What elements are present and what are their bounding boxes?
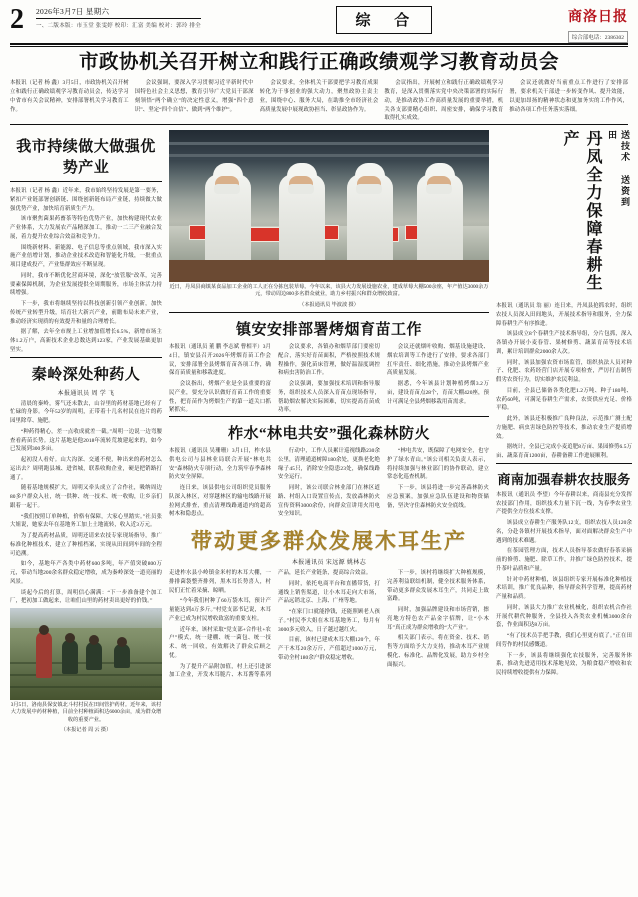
photo-worker bbox=[347, 174, 393, 266]
photo-person bbox=[36, 632, 52, 678]
paragraph: “我们按照订单种植，价格有保障，大家心里踏实。”社员张大姐说，她家去年在基地务工加上土地流转，收入近3万元。 bbox=[10, 513, 162, 529]
lead-paragraph: 会议还就做好当前重点工作进行了安排部署，要求机关干部进一步转变作风、提升效能，以更加昂扬的精神状态和更加务实的工作作风，推动各项工作任务落实落细。 bbox=[509, 80, 628, 113]
main-columns bbox=[10, 130, 632, 737]
feature-banner-headline: 带动更多群众发展木耳生产 bbox=[169, 525, 489, 555]
paragraph: 该县成立8个春耕生产技术指导组，分片包抓，深入各镇办开展小麦春管、果树修剪、蔬菜育苗等技术培训，累计培训群众2000余人次。 bbox=[496, 331, 632, 355]
paragraph: 据悉，今年该县计划种植烤烟3.2万亩，建设育苗点28个，育苗大棚420座，预计可满足全县烤烟移栽用苗需求。 bbox=[387, 381, 489, 405]
paragraph: 同时，我市不断优化营商环境，深化“放管服”改革，完善要素保障机制，为企业发展提供全周期服务，市场主体活力持续增强。 bbox=[10, 272, 162, 297]
masthead-subline: 一、二版本版：市玉堂 张雯婷 校印：汇富 美编 校对：郭玲 排全 bbox=[36, 23, 201, 29]
paragraph: 在茶园管理方面，技术人员指导茶农做好春茶采摘前的修剪、施肥、除草工作，并推广绿色防控技术，提升茶叶品质和产量。 bbox=[496, 548, 632, 572]
photo-field-row bbox=[10, 686, 162, 688]
paragraph: 走进柞水县小岭镇金米村的木耳大棚，一排排菌袋整齐排列，黑木耳长势喜人，村民们正忙着采摘、晾晒。 bbox=[169, 570, 271, 594]
paragraph: 相关部门表示，将在资金、技术、销售等方面给予大力支持，推动木耳产业规模化、标准化、品牌化发展，助力乡村全面振兴。 bbox=[387, 635, 489, 668]
paragraph: 据了解，去年全市规上工业增加值增长6.5%，新增市场主体1.2万户，高新技术企业总数达到123家，产业发展基础更加坚实。 bbox=[10, 329, 162, 353]
paragraph: 围绕新材料、新能源、电子信息等重点领域，我市深入实施产业倍增计划，推动企业技术改造和智能化升级，一批重点项目建成投产，产业集群效应不断显现。 bbox=[10, 244, 162, 269]
paragraph: “林电共安，既保障了电网安全，也守护了绿水青山。”该公司相关负责人表示，将持续加强与林业部门的协作联动，建立常态化巡查机制。 bbox=[387, 448, 489, 481]
photo-worker-mask bbox=[288, 184, 314, 194]
paragraph: 为了提高药材品质，周明还请来农技专家现场指导，推广标准化种植技术，建立了种植档案，实现从田间到车间的全程可追溯。 bbox=[10, 533, 162, 557]
paragraph: “种药得精心，差一点收成就差一截。”周明一边说一边弯腰查看药苗长势。这片基地是他2018年流转荒坡建起来的，如今已发展到300多亩。 bbox=[10, 428, 162, 453]
right-article2-headline: 商南加强春耕农技服务 bbox=[497, 471, 631, 487]
photo-worker-mask bbox=[426, 184, 452, 194]
publication-date: 2026年3月7日 星期六 bbox=[36, 6, 201, 19]
paragraph: 本报讯（通讯员 翁 丽）连日来，丹凤县抢抓农时，组织农技人员深入田间地头，开展技术指导和服务，全力保障春耕生产有序推进。 bbox=[496, 303, 632, 327]
herb-field-photo bbox=[10, 608, 162, 700]
paragraph: 本报讯（记者 杨 鑫）近年来，我市始终坚持发展是第一要务，紧扣产业链部署创新链、围绕创新链布局产业链，持续做大做强优势产业，加快培育新质生产力。 bbox=[10, 188, 162, 212]
masthead-date-block bbox=[36, 6, 201, 29]
paragraph: 本报讯（通讯员 李望）今年春耕以来，商南县充分发挥农技部门作用，组织技术力量下沉一线，为春季农业生产提供全方位技术支撑。 bbox=[496, 491, 632, 516]
right-article1-headline: 丹凤全力保障春耕生产 bbox=[561, 130, 601, 293]
lead-paragraph: 本报讯（记者 杨 鑫）3月5日，市政协机关召开树立和践行正确政绩观学习教育动员会，传达学习中省市有关会议精神，安排部署机关学习教育工作。 bbox=[10, 80, 129, 113]
paragraph: 目前，全县已储备各类化肥1.2万吨、种子180吨、农药60吨，可满足春耕生产需求，农资供应充足、价格平稳。 bbox=[496, 387, 632, 412]
mid-article1-body bbox=[169, 343, 489, 415]
photo-person bbox=[86, 642, 102, 670]
mid-rule-1 bbox=[169, 312, 489, 313]
paragraph: 如今，基地年产各类中药材600多吨，年产值突破800万元，带动当地200余名群众稳定增收，成为秦岭深处一道亮丽的风景。 bbox=[10, 561, 162, 585]
photo-person-head bbox=[117, 637, 127, 647]
paragraph: 下一步，我市将继续坚持以科技创新引领产业创新，加快传统产业转型升级，培育壮大新兴产业，前瞻布局未来产业，推动经济实现质的有效提升和量的合理增长。 bbox=[10, 301, 162, 325]
paragraph: 连日来，该县供电公司组织党员服务队深入林区，对穿越林区的输电线路开展拉网式排查，重点清理线路通道内的超高树木和隐患点。 bbox=[169, 485, 271, 518]
paragraph: 该市聚焦菌果药畜茶等特色优势产业，加快构建现代农业产业体系，大力发展农产品精深加工，推动一二三产业融合发展，着力提升农业综合效益和竞争力。 bbox=[10, 216, 162, 240]
right-rule-1 bbox=[496, 463, 632, 464]
paragraph: 据统计，全县已完成小麦追肥8万亩、果园修剪6.5万亩、蔬菜育苗1200亩，春耕备耕工作进展顺利。 bbox=[496, 444, 632, 460]
left-rule-1 bbox=[10, 181, 162, 182]
paragraph: 下一步，该县将进一步完善森林防火应急预案，加强应急队伍建设和物资储备，坚决守住森林防火安全底线。 bbox=[387, 485, 489, 509]
masthead bbox=[10, 6, 628, 40]
paragraph: “在家门口就能挣钱，还能照顾老人孩子。”村民李大姐在木耳基地务工，每月有3000多元收入，日子越过越红火。 bbox=[278, 609, 380, 633]
paragraph: 近年来，该村采取“党支部+合作社+农户”模式，统一建棚、统一菌包、统一技术、统一回收，有效解决了群众后顾之忧。 bbox=[169, 626, 271, 659]
mid-article2-headline: 柞水“林电共安”强化森林防火 bbox=[227, 426, 430, 443]
mid-rule-2 bbox=[169, 416, 489, 417]
left-article2-byline: 本报通讯员 周 学 飞 bbox=[57, 390, 115, 397]
right-article2-body bbox=[496, 491, 632, 678]
left-article2-headline: 秦岭深处种药人 bbox=[31, 366, 141, 383]
paragraph: 起初没人看好。山大沟深、交通不便，种出来的药材怎么运出去？周明跑县城、进省城，联系收购企业，硬是把销路打通了。 bbox=[10, 457, 162, 481]
left-photo-caption: 3月5日，洛南县保安镇北斗村村民在田间管护药材。近年来，该村大力发展中药材种植，目前全村种植面积达6000余亩，成为群众增收的重要产业。 bbox=[10, 702, 162, 723]
mid-photo-credit: （本报通讯员 毕波波 摄） bbox=[299, 301, 359, 308]
paragraph: 同时，依托电商平台和直播带货，打通线上销售渠道，让小木耳走向大市场，产品远销北京、上海、广州等地。 bbox=[278, 580, 380, 605]
photo-beam bbox=[169, 142, 489, 145]
right-article1-body bbox=[496, 302, 632, 461]
mid-photo-caption: 近日，丹凤县商镇某食品加工企业的工人正在分拣包装草莓。今年以来，该县大力发展设施农业，建成草莓大棚500余座，年产值达3000余万元，带动周边800多名群众就业，助力乡村振兴和群众增收致富。 bbox=[169, 284, 489, 298]
photo-foreground bbox=[169, 260, 489, 282]
paragraph: 随着基地规模扩大，周明又牵头成立了合作社，吸纳周边80多户群众入社，统一供种、统一技术、统一收购，让乡亲们跟着一起干。 bbox=[10, 485, 162, 509]
feature-banner-body bbox=[169, 569, 489, 680]
right-article1-kicker: 送技术 送资到田 bbox=[607, 130, 630, 209]
photo-person-head bbox=[89, 635, 99, 645]
column-right bbox=[496, 130, 632, 737]
paragraph: 针对中药材种植，该县组织专家开展标准化种植技术培训，推广优良品种，指导群众科学管理，提高药材产量和品质。 bbox=[496, 576, 632, 601]
paragraph: 目前，该村已建成木耳大棚120个，年产干木耳20余万斤，产值超过1000万元，带动全村180余户群众稳定增收。 bbox=[278, 637, 380, 661]
photo-field-row bbox=[10, 674, 162, 676]
mid-article1-headline: 镇安安排部署烤烟育苗工作 bbox=[235, 322, 422, 339]
photo-person-head bbox=[39, 625, 49, 635]
paragraph: 本报讯（通讯员 吴珊珊）3月1日，柞水县供电公司与县林业局联合开展“林电共安”森林防火专项行动，全力筑牢春季森林防火安全屏障。 bbox=[169, 448, 271, 481]
strawberry-packing-photo bbox=[169, 130, 489, 282]
photo-worker-mask bbox=[356, 184, 382, 194]
photo-person bbox=[62, 640, 78, 674]
lead-paragraph: 会议指出，开展树立和践行正确政绩观学习教育，是深入贯彻落实党中央决策部署的实际行动，是推动政协工作高质量发展的重要举措，机关各支部要精心组织、周密安排，确保学习教育取得扎实成效。 bbox=[384, 80, 504, 122]
paragraph: 同时，加强品牌建设和市场营销，擦亮地方特色农产品金字招牌，让“小木耳”真正成为群众增收的“大产业”。 bbox=[387, 607, 489, 631]
paragraph: 此外，该县还积极推广良种良法，示范推广测土配方施肥、病虫害绿色防控等技术，推动农业生产提质增效。 bbox=[496, 416, 632, 440]
column-left bbox=[10, 130, 162, 737]
photo-worker bbox=[279, 174, 325, 266]
contact-phone: 综合部电话：2386302 bbox=[568, 31, 628, 43]
right-article1-header bbox=[496, 130, 632, 298]
paragraph: 本报讯（通讯员 董 鹏 李志斌 曹相平）3月4日，镇安县召开2026年烤烟育苗工作会议，安排部署全县烤烟育苗各项工作，确保育苗质量和移栽进度。 bbox=[169, 344, 271, 377]
paragraph: 为了提升产品附加值，村上还引进深加工企业，开发木耳脆片、木耳酱等系列产品，延长产业链条，提高综合效益。 bbox=[169, 570, 372, 679]
left-article1-headline: 我市持续做大做强优势产业 bbox=[16, 139, 156, 177]
paragraph: 同时，该县加强农资市场监管，组织执法人员对种子、化肥、农药经营门店开展专项检查，严厉打击制售假劣农资行为，切实维护农民利益。 bbox=[496, 359, 632, 384]
lead-article-body bbox=[10, 79, 628, 123]
paragraph: 会议强调，要加强技术培训和指导服务，组织技术人员深入育苗点现场指导，帮助烟农解决实际困难，切实提高育苗成功率。 bbox=[278, 381, 380, 414]
lead-headline: 市政协机关召开树立和践行正确政绩观学习教育动员会 bbox=[78, 52, 559, 73]
paragraph: 下一步，该村将继续扩大种植规模，完善利益联结机制，健全技术服务体系，带动更多群众发展木耳生产，共同走上致富路。 bbox=[387, 570, 489, 603]
photo-worker bbox=[417, 174, 463, 266]
section-title: 综 合 bbox=[336, 6, 432, 34]
photo-worker-mask bbox=[214, 184, 240, 194]
lead-paragraph: 会议要求，全体机关干部要把学习教育成果转化为干事创业的强大动力，聚焦政协主责主业，围绕中心、服务大局，在助推全市经济社会高质量发展中展现政协担当、彰显政协作为。 bbox=[259, 80, 379, 113]
masthead-rule-thick bbox=[10, 43, 628, 45]
masthead-brand bbox=[568, 6, 628, 44]
photo-beam bbox=[169, 154, 489, 157]
feature-banner-byline: 本报通讯员 宋远源 姚林志 bbox=[291, 560, 367, 567]
lead-paragraph: 会议强调，要深入学习贯彻习近平新时代中国特色社会主义思想，教育引导广大党员干部深刻领悟“两个确立”的决定性意义，增强“四个意识”、坚定“四个自信”、做到“两个维护”。 bbox=[134, 80, 254, 113]
paragraph: 同时，该县大力推广农业机械化，组织农机合作社开展代耕代种服务，全县投入各类农业机械3000余台套，作业面积达8万亩。 bbox=[496, 604, 632, 629]
photo-worker bbox=[205, 174, 251, 266]
paragraph: 行动中，工作人员累计巡视线路230余公里，清理通道树障180余处，更换老化绝缘子45只，消除安全隐患23处，确保线路安全运行。 bbox=[278, 448, 380, 481]
paragraph: 下一步，该县将继续强化农技服务，完善服务体系，推动先进适用技术落地见效，为粮食稳产增收和农民持续增收提供有力保障。 bbox=[496, 652, 632, 677]
masthead-rule-thin bbox=[10, 46, 628, 47]
left-article1-body bbox=[10, 187, 162, 355]
paragraph: 会议指出，烤烟产业是全县重要的富民产业，要充分认识做好育苗工作的重要性，把育苗作为烤烟生产的第一道关口抓紧抓实。 bbox=[169, 381, 271, 414]
left-rule-2 bbox=[10, 357, 162, 358]
section-title-wrap bbox=[209, 6, 560, 34]
paragraph: 谈起今后的打算，周明信心满满：“下一步准备建个加工厂，把初加工做起来，让咱们山里的药材卖出更好的价钱。” bbox=[10, 589, 162, 605]
photo-person-head bbox=[65, 633, 75, 643]
newspaper-logo: 商洛日报 bbox=[568, 10, 628, 25]
left-article2-body bbox=[10, 400, 162, 607]
column-middle bbox=[169, 130, 489, 737]
photo-person bbox=[114, 644, 130, 668]
photo-sky bbox=[10, 608, 162, 628]
paragraph: 该县成立春耕生产服务队12支，组织农技人员120余名，分赴各镇村开展技术指导，面对面解决群众生产中遇到的技术难题。 bbox=[496, 520, 632, 544]
lead-bottom-rule bbox=[10, 124, 628, 125]
paragraph: 会议要求，各镇办和烟草部门要密切配合，落实好育苗面积，严格按照技术规程操作，强化苗床管理，做好温湿度调控和病虫害防治工作。 bbox=[278, 344, 380, 377]
mid-article2-body bbox=[169, 447, 489, 519]
paragraph: 清晨的秦岭，雾气还未散去，山谷里的药材基地已经有了忙碌的身影。今年52岁的周明，正带着十几名村民在连片的药园里除草、施肥。 bbox=[10, 400, 162, 425]
paragraph: 会议还就烟叶收购、烟基设施建设、烟农培训等工作进行了安排，要求各部门扛牢责任、细化措施，推动全县烤烟产业高质量发展。 bbox=[387, 344, 489, 377]
paragraph: 同时，该公司联合林业部门在林区道路、村组入口设置宣传点，发放森林防火宣传资料3000余份，向群众宣讲用火用电安全知识。 bbox=[278, 485, 380, 518]
paragraph: “今年我们村种了60万袋木耳，预计产量能达到4万多斤。”村党支部书记说，木耳产业已成为村民增收致富的重要支柱。 bbox=[169, 598, 271, 622]
paragraph: “有了技术员手把手教，我们心里更有底了。”正在田间劳作的村民感慨道。 bbox=[496, 633, 632, 648]
page-number: 2 bbox=[10, 4, 24, 35]
left-photo-credit: （本报记者 周 云 摄） bbox=[60, 727, 112, 734]
